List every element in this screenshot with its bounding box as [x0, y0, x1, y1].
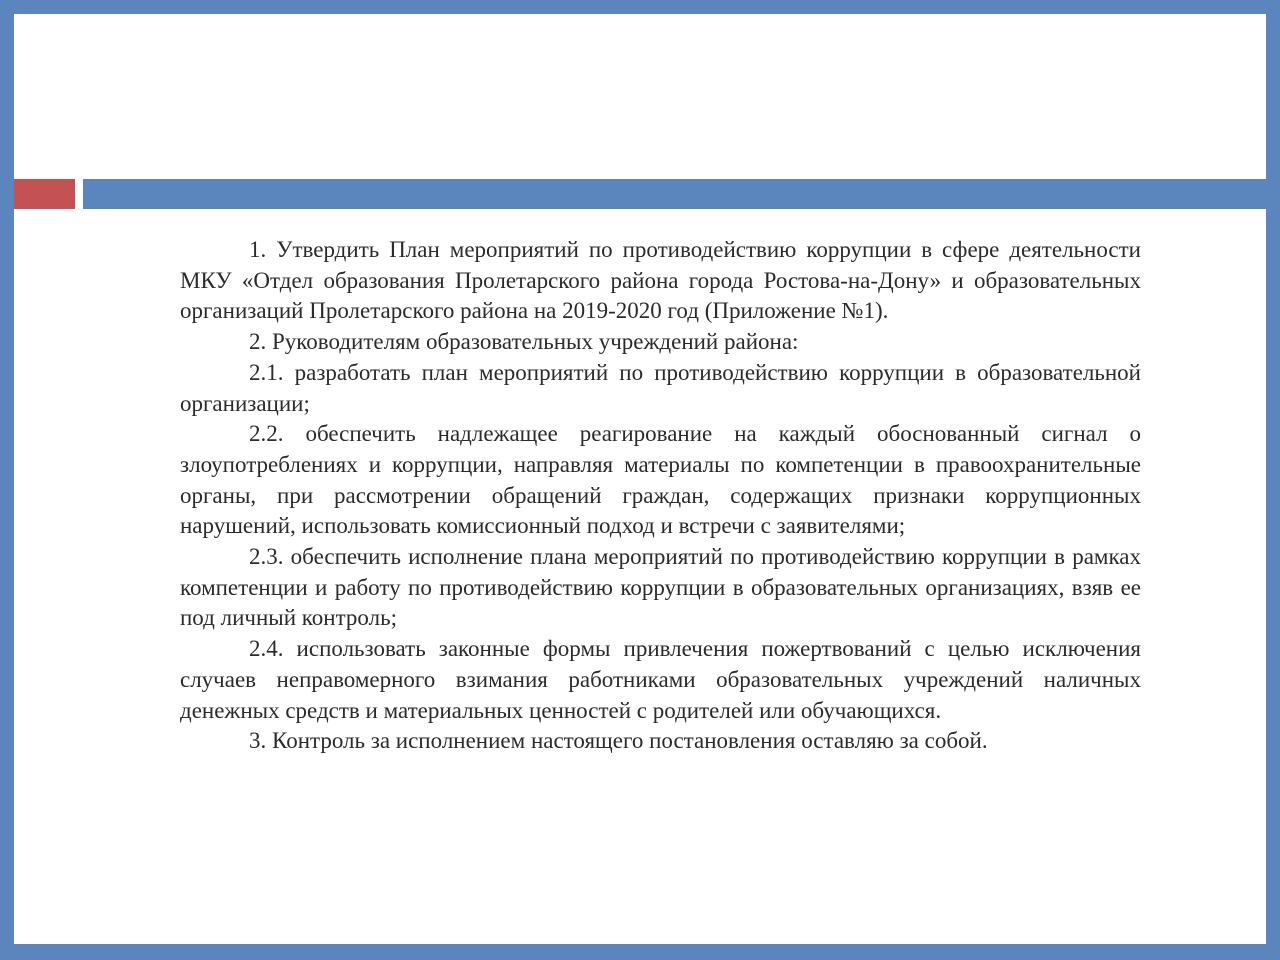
paragraph-2-3: 2.3. обеспечить исполнение плана мероприятий по противодействию коррупции в рамках компетенции и работу по противодействию коррупции в образовательных организациях, взяв ее под личный контроль;: [180, 544, 1141, 631]
paragraph-1: 1. Утвердить План мероприятий по противодействию коррупции в сфере деятельности МКУ «Отдел образования Пролетарского района города Ростова-на-Дону» и образовательных организаций Пролетарского района на 2019-2020 год (Приложение №1).: [180, 237, 1141, 324]
paragraph-2-2: 2.2. обеспечить надлежащее реагирование на каждый обоснованный сигнал о злоупотреблениях и коррупции, направляя материалы по компетенции в правоохранительные органы, при рассмотрении обращений граждан, содержащих признаки коррупционных нарушений, использовать комиссионный подход и встречи с заявителями;: [180, 421, 1141, 539]
slide: [14, 14, 1266, 944]
document-body: [180, 235, 1141, 757]
paragraph-3: 3. Контроль за исполнением настоящего постановления оставляю за собой.: [249, 728, 988, 754]
paragraph-2-4: 2.4. использовать законные формы привлечения пожертвований с целью исключения случаев неправомерного взимания работниками образовательных учреждений наличных денежных средств и материальных ценностей с родителей или обучающихся.: [180, 636, 1141, 723]
paragraph-2: 2. Руководителям образовательных учреждений района:: [249, 329, 799, 355]
accent-bar-red: [14, 179, 75, 209]
paragraph-2-1: 2.1. разработать план мероприятий по противодействию коррупции в образовательной организации;: [180, 359, 1141, 416]
accent-bar-blue: [83, 179, 1266, 209]
